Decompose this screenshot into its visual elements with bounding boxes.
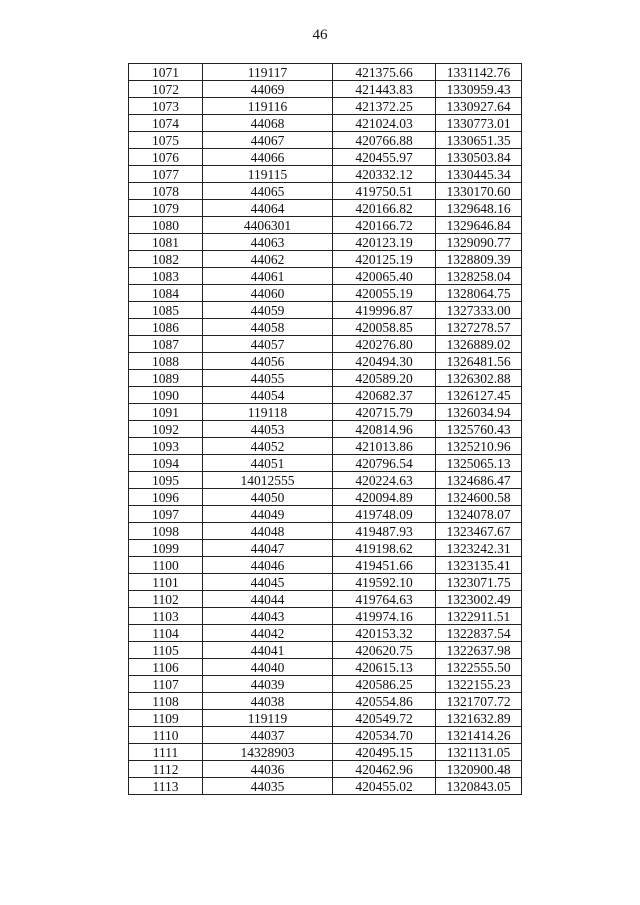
y-coordinate-cell: 1323002.49 — [436, 591, 522, 608]
table-row — [129, 132, 522, 149]
x-coordinate-cell: 419750.51 — [333, 183, 436, 200]
x-coordinate-cell: 420058.85 — [333, 319, 436, 336]
x-coordinate-cell: 420224.63 — [333, 472, 436, 489]
point-id-cell: 44045 — [203, 574, 333, 591]
x-coordinate-cell: 420814.96 — [333, 421, 436, 438]
x-coordinate-cell: 420153.32 — [333, 625, 436, 642]
row-number-cell: 1110 — [129, 727, 203, 744]
y-coordinate-cell: 1328809.39 — [436, 251, 522, 268]
row-number-cell: 1099 — [129, 540, 203, 557]
row-number-cell: 1084 — [129, 285, 203, 302]
row-number-cell: 1071 — [129, 64, 203, 81]
x-coordinate-cell: 420123.19 — [333, 234, 436, 251]
row-number-cell: 1074 — [129, 115, 203, 132]
table-row — [129, 115, 522, 132]
x-coordinate-cell: 419198.62 — [333, 540, 436, 557]
y-coordinate-cell: 1321131.05 — [436, 744, 522, 761]
point-id-cell: 44041 — [203, 642, 333, 659]
y-coordinate-cell: 1325065.13 — [436, 455, 522, 472]
point-id-cell: 44038 — [203, 693, 333, 710]
x-coordinate-cell: 420715.79 — [333, 404, 436, 421]
table-row — [129, 506, 522, 523]
point-id-cell: 44050 — [203, 489, 333, 506]
row-number-cell: 1113 — [129, 778, 203, 795]
table-row — [129, 64, 522, 81]
table-row — [129, 285, 522, 302]
x-coordinate-cell: 421013.86 — [333, 438, 436, 455]
table-row — [129, 149, 522, 166]
row-number-cell: 1091 — [129, 404, 203, 421]
x-coordinate-cell: 420554.86 — [333, 693, 436, 710]
x-coordinate-cell: 420332.12 — [333, 166, 436, 183]
point-id-cell: 119118 — [203, 404, 333, 421]
table-row — [129, 727, 522, 744]
y-coordinate-cell: 1330651.35 — [436, 132, 522, 149]
row-number-cell: 1109 — [129, 710, 203, 727]
x-coordinate-cell: 421372.25 — [333, 98, 436, 115]
y-coordinate-cell: 1321632.89 — [436, 710, 522, 727]
point-id-cell: 44066 — [203, 149, 333, 166]
row-number-cell: 1098 — [129, 523, 203, 540]
x-coordinate-cell: 420055.19 — [333, 285, 436, 302]
row-number-cell: 1078 — [129, 183, 203, 200]
point-id-cell: 44054 — [203, 387, 333, 404]
x-coordinate-cell: 420166.82 — [333, 200, 436, 217]
point-id-cell: 44046 — [203, 557, 333, 574]
row-number-cell: 1097 — [129, 506, 203, 523]
point-id-cell: 119116 — [203, 98, 333, 115]
point-id-cell: 4406301 — [203, 217, 333, 234]
table-row — [129, 438, 522, 455]
point-id-cell: 44037 — [203, 727, 333, 744]
table-row — [129, 710, 522, 727]
x-coordinate-cell: 419487.93 — [333, 523, 436, 540]
table-row — [129, 778, 522, 795]
row-number-cell: 1077 — [129, 166, 203, 183]
row-number-cell: 1103 — [129, 608, 203, 625]
row-number-cell: 1085 — [129, 302, 203, 319]
row-number-cell: 1101 — [129, 574, 203, 591]
y-coordinate-cell: 1330503.84 — [436, 149, 522, 166]
point-id-cell: 44039 — [203, 676, 333, 693]
y-coordinate-cell: 1321414.26 — [436, 727, 522, 744]
row-number-cell: 1093 — [129, 438, 203, 455]
table-row — [129, 81, 522, 98]
y-coordinate-cell: 1328258.04 — [436, 268, 522, 285]
point-id-cell: 44043 — [203, 608, 333, 625]
x-coordinate-cell: 419974.16 — [333, 608, 436, 625]
point-id-cell: 44061 — [203, 268, 333, 285]
x-coordinate-cell: 420534.70 — [333, 727, 436, 744]
y-coordinate-cell: 1323135.41 — [436, 557, 522, 574]
y-coordinate-cell: 1326889.02 — [436, 336, 522, 353]
row-number-cell: 1080 — [129, 217, 203, 234]
row-number-cell: 1090 — [129, 387, 203, 404]
point-id-cell: 44053 — [203, 421, 333, 438]
row-number-cell: 1092 — [129, 421, 203, 438]
x-coordinate-cell: 420094.89 — [333, 489, 436, 506]
x-coordinate-cell: 420586.25 — [333, 676, 436, 693]
y-coordinate-cell: 1329090.77 — [436, 234, 522, 251]
table-row — [129, 489, 522, 506]
row-number-cell: 1086 — [129, 319, 203, 336]
table-row — [129, 574, 522, 591]
row-number-cell: 1088 — [129, 353, 203, 370]
y-coordinate-cell: 1330773.01 — [436, 115, 522, 132]
x-coordinate-cell: 420276.80 — [333, 336, 436, 353]
point-id-cell: 14012555 — [203, 472, 333, 489]
point-id-cell: 44067 — [203, 132, 333, 149]
row-number-cell: 1072 — [129, 81, 203, 98]
point-id-cell: 44049 — [203, 506, 333, 523]
coordinates-table — [128, 63, 522, 795]
point-id-cell: 14328903 — [203, 744, 333, 761]
y-coordinate-cell: 1320843.05 — [436, 778, 522, 795]
y-coordinate-cell: 1330959.43 — [436, 81, 522, 98]
y-coordinate-cell: 1322637.98 — [436, 642, 522, 659]
table-row — [129, 404, 522, 421]
y-coordinate-cell: 1322911.51 — [436, 608, 522, 625]
point-id-cell: 44052 — [203, 438, 333, 455]
y-coordinate-cell: 1330170.60 — [436, 183, 522, 200]
y-coordinate-cell: 1326481.56 — [436, 353, 522, 370]
row-number-cell: 1104 — [129, 625, 203, 642]
table-row — [129, 744, 522, 761]
point-id-cell: 44063 — [203, 234, 333, 251]
point-id-cell: 44042 — [203, 625, 333, 642]
x-coordinate-cell: 420455.97 — [333, 149, 436, 166]
table-row — [129, 472, 522, 489]
x-coordinate-cell: 419996.87 — [333, 302, 436, 319]
table-row — [129, 268, 522, 285]
table-row — [129, 455, 522, 472]
row-number-cell: 1083 — [129, 268, 203, 285]
x-coordinate-cell: 420620.75 — [333, 642, 436, 659]
point-id-cell: 44047 — [203, 540, 333, 557]
table-row — [129, 302, 522, 319]
x-coordinate-cell: 420065.40 — [333, 268, 436, 285]
row-number-cell: 1108 — [129, 693, 203, 710]
table-row — [129, 98, 522, 115]
y-coordinate-cell: 1323242.31 — [436, 540, 522, 557]
table-body — [129, 64, 522, 795]
y-coordinate-cell: 1323467.67 — [436, 523, 522, 540]
y-coordinate-cell: 1330445.34 — [436, 166, 522, 183]
table-row — [129, 370, 522, 387]
row-number-cell: 1094 — [129, 455, 203, 472]
point-id-cell: 44059 — [203, 302, 333, 319]
row-number-cell: 1102 — [129, 591, 203, 608]
table-row — [129, 166, 522, 183]
y-coordinate-cell: 1327278.57 — [436, 319, 522, 336]
y-coordinate-cell: 1322837.54 — [436, 625, 522, 642]
point-id-cell: 119115 — [203, 166, 333, 183]
row-number-cell: 1106 — [129, 659, 203, 676]
page-number: 46 — [312, 27, 328, 43]
row-number-cell: 1100 — [129, 557, 203, 574]
point-id-cell: 44048 — [203, 523, 333, 540]
table-row — [129, 387, 522, 404]
x-coordinate-cell: 421375.66 — [333, 64, 436, 81]
table-row — [129, 319, 522, 336]
y-coordinate-cell: 1329648.16 — [436, 200, 522, 217]
table-row — [129, 608, 522, 625]
point-id-cell: 44062 — [203, 251, 333, 268]
x-coordinate-cell: 420495.15 — [333, 744, 436, 761]
table-row — [129, 591, 522, 608]
table-row — [129, 676, 522, 693]
x-coordinate-cell: 420455.02 — [333, 778, 436, 795]
row-number-cell: 1081 — [129, 234, 203, 251]
table-row — [129, 353, 522, 370]
x-coordinate-cell: 420766.88 — [333, 132, 436, 149]
point-id-cell: 44057 — [203, 336, 333, 353]
x-coordinate-cell: 419748.09 — [333, 506, 436, 523]
y-coordinate-cell: 1325210.96 — [436, 438, 522, 455]
y-coordinate-cell: 1326034.94 — [436, 404, 522, 421]
row-number-cell: 1082 — [129, 251, 203, 268]
x-coordinate-cell: 419592.10 — [333, 574, 436, 591]
point-id-cell: 44036 — [203, 761, 333, 778]
row-number-cell: 1073 — [129, 98, 203, 115]
point-id-cell: 44040 — [203, 659, 333, 676]
row-number-cell: 1107 — [129, 676, 203, 693]
row-number-cell: 1112 — [129, 761, 203, 778]
point-id-cell: 44064 — [203, 200, 333, 217]
y-coordinate-cell: 1321707.72 — [436, 693, 522, 710]
row-number-cell: 1089 — [129, 370, 203, 387]
y-coordinate-cell: 1320900.48 — [436, 761, 522, 778]
row-number-cell: 1105 — [129, 642, 203, 659]
y-coordinate-cell: 1322155.23 — [436, 676, 522, 693]
table-row — [129, 251, 522, 268]
point-id-cell: 44065 — [203, 183, 333, 200]
y-coordinate-cell: 1329646.84 — [436, 217, 522, 234]
point-id-cell: 44068 — [203, 115, 333, 132]
x-coordinate-cell: 420494.30 — [333, 353, 436, 370]
table-row — [129, 761, 522, 778]
row-number-cell: 1096 — [129, 489, 203, 506]
table-row — [129, 659, 522, 676]
point-id-cell: 44035 — [203, 778, 333, 795]
x-coordinate-cell: 420796.54 — [333, 455, 436, 472]
row-number-cell: 1079 — [129, 200, 203, 217]
row-number-cell: 1111 — [129, 744, 203, 761]
x-coordinate-cell: 421443.83 — [333, 81, 436, 98]
table-row — [129, 336, 522, 353]
table-row — [129, 200, 522, 217]
x-coordinate-cell: 420125.19 — [333, 251, 436, 268]
y-coordinate-cell: 1328064.75 — [436, 285, 522, 302]
x-coordinate-cell: 420462.96 — [333, 761, 436, 778]
y-coordinate-cell: 1323071.75 — [436, 574, 522, 591]
x-coordinate-cell: 421024.03 — [333, 115, 436, 132]
row-number-cell: 1076 — [129, 149, 203, 166]
point-id-cell: 44051 — [203, 455, 333, 472]
point-id-cell: 44044 — [203, 591, 333, 608]
table-row — [129, 642, 522, 659]
point-id-cell: 44060 — [203, 285, 333, 302]
x-coordinate-cell: 420589.20 — [333, 370, 436, 387]
x-coordinate-cell: 419764.63 — [333, 591, 436, 608]
y-coordinate-cell: 1326302.88 — [436, 370, 522, 387]
x-coordinate-cell: 420682.37 — [333, 387, 436, 404]
point-id-cell: 44055 — [203, 370, 333, 387]
point-id-cell: 44058 — [203, 319, 333, 336]
table-row — [129, 523, 522, 540]
point-id-cell: 119119 — [203, 710, 333, 727]
point-id-cell: 44056 — [203, 353, 333, 370]
y-coordinate-cell: 1331142.76 — [436, 64, 522, 81]
table-row — [129, 540, 522, 557]
row-number-cell: 1095 — [129, 472, 203, 489]
row-number-cell: 1087 — [129, 336, 203, 353]
row-number-cell: 1075 — [129, 132, 203, 149]
y-coordinate-cell: 1327333.00 — [436, 302, 522, 319]
point-id-cell: 44069 — [203, 81, 333, 98]
table-row — [129, 217, 522, 234]
y-coordinate-cell: 1324686.47 — [436, 472, 522, 489]
table-row — [129, 693, 522, 710]
x-coordinate-cell: 420549.72 — [333, 710, 436, 727]
y-coordinate-cell: 1326127.45 — [436, 387, 522, 404]
x-coordinate-cell: 420166.72 — [333, 217, 436, 234]
table-row — [129, 557, 522, 574]
table-row — [129, 421, 522, 438]
y-coordinate-cell: 1324600.58 — [436, 489, 522, 506]
table-row — [129, 183, 522, 200]
point-id-cell: 119117 — [203, 64, 333, 81]
table-row — [129, 234, 522, 251]
y-coordinate-cell: 1324078.07 — [436, 506, 522, 523]
y-coordinate-cell: 1330927.64 — [436, 98, 522, 115]
x-coordinate-cell: 419451.66 — [333, 557, 436, 574]
table-row — [129, 625, 522, 642]
y-coordinate-cell: 1325760.43 — [436, 421, 522, 438]
y-coordinate-cell: 1322555.50 — [436, 659, 522, 676]
x-coordinate-cell: 420615.13 — [333, 659, 436, 676]
